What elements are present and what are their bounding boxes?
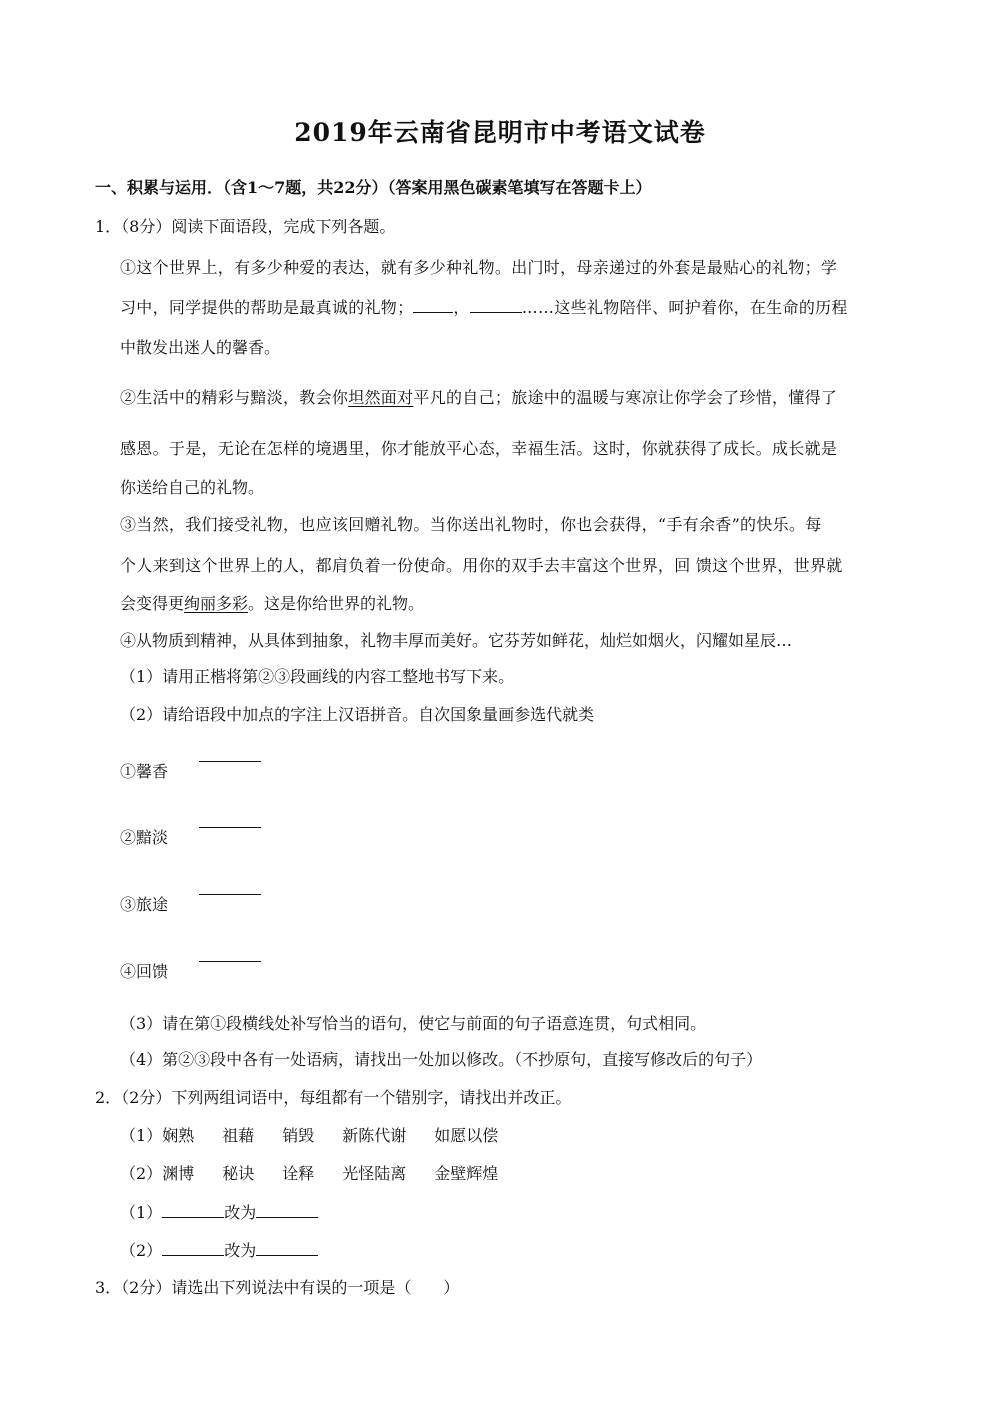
page-title: 2019年云南省昆明市中考语文试卷 <box>294 118 706 147</box>
q2-answer-2-blank-b <box>256 1240 318 1256</box>
q1-paragraph2-line3: 你送给自己的礼物。 <box>120 478 265 497</box>
q1-paragraph3-line3 <box>120 594 424 614</box>
q2-g1-word: 新陈代谢 <box>342 1126 407 1145</box>
q1-p1-text-a: 习中，同学提供的帮助是最真诚的礼物； <box>120 298 414 317</box>
q1-sub4: （4）第②③段中各有一处语病，请找出一处加以修改。（不抄原句，直接写修改后的句子） <box>120 1050 763 1069</box>
q1-sub3: （3）请在第①段横线处补写恰当的语句，使它与前面的句子语意连贯，句式相同。 <box>120 1014 707 1033</box>
q2-answer-1 <box>120 1202 318 1223</box>
q1-p2-text-b: 平凡的自己；旅途中的温暖与寒凉让你学会了珍惜，懂得了 <box>413 388 838 407</box>
q1-pinyin-blank-3 <box>199 894 261 895</box>
q2-answer-1-blank-a <box>162 1202 224 1218</box>
q1-blank-2 <box>470 297 522 313</box>
q1-p3-underlined: 绚丽多彩 <box>184 594 249 613</box>
q1-paragraph4: ④从物质到精神，从具体到抽象，礼物丰厚而美好。它芬芳如鲜花，灿烂如烟火，闪耀如星辰… <box>120 631 793 650</box>
q1-paragraph1-line3: 中散发出迷人的馨香。 <box>120 338 281 357</box>
q1-paragraph3-line2: 个人来到这个世界上的人，都肩负着一份使命。用你的双手去丰富这个世界，回 馈这个世界，世界就 <box>120 556 843 575</box>
q2-g1-word: 娴熟 <box>162 1126 195 1145</box>
q1-pinyin-blank-4 <box>199 961 261 962</box>
q1-pinyin-blank-1 <box>199 761 261 762</box>
q2-answer-1-change: 改为 <box>224 1203 257 1222</box>
q2-answer-2-number: （2） <box>120 1241 163 1260</box>
q1-paragraph2-line2: 感恩。于是，无论在怎样的境遇里，你才能放平心态，幸福生活。这时，你就获得了成长。成长就是 <box>120 439 838 458</box>
q1-paragraph1-line1: ①这个世界上，有多少种爱的表达，就有多少种礼物。出门时，母亲递过的外套是最贴心的礼物；学 <box>120 258 838 277</box>
q1-sub1: （1）请用正楷将第②③段画线的内容工整地书写下来。 <box>120 667 515 686</box>
q2-answer-1-number: （1） <box>120 1203 163 1222</box>
q1-word-1: ①馨香 <box>120 762 169 781</box>
q3-stem: 3．（2分）请选出下列说法中有误的一项是（ ） <box>95 1278 460 1297</box>
q2-g1-word: 祖藉 <box>222 1126 255 1145</box>
q2-stem: 2．（2分）下列两组词语中，每组都有一个错别字，请找出并改正。 <box>95 1088 572 1107</box>
q1-p3-text-a: 会变得更 <box>120 594 185 613</box>
q1-sub2: （2）请给语段中加点的字注上汉语拼音。自次国象量画参选代就类 <box>120 705 595 724</box>
q1-paragraph3-line1: ③当然，我们接受礼物，也应该回赠礼物。当你送出礼物时，你也会获得，“手有余香”的快乐。每 <box>120 515 822 534</box>
q2-answer-2-blank-a <box>162 1240 224 1256</box>
q1-p1-text-b: ……这些礼物陪伴、呵护着你，在生命的历程 <box>521 298 848 317</box>
q2-group-2-number: （2） <box>120 1164 163 1183</box>
q1-word-3: ③旅途 <box>120 895 169 914</box>
q1-word-2: ②黯淡 <box>120 828 169 847</box>
q1-paragraph2-line1 <box>120 388 837 408</box>
q1-blank-1 <box>413 297 453 313</box>
q1-p2-underlined: 坦然面对 <box>348 388 414 407</box>
q2-g2-word: 金壁辉煌 <box>434 1164 499 1183</box>
q2-g2-word: 光怪陆离 <box>342 1164 407 1183</box>
q1-stem: 1．（8分）阅读下面语段，完成下列各题。 <box>95 217 396 236</box>
q2-group-1 <box>120 1126 526 1146</box>
q1-pinyin-blank-2 <box>199 827 261 828</box>
q2-answer-1-blank-b <box>256 1202 318 1218</box>
q2-g1-word: 如愿以偿 <box>434 1126 499 1145</box>
q2-answer-2 <box>120 1240 318 1261</box>
q1-p2-text-a: ②生活中的精彩与黯淡，教会你 <box>120 388 349 407</box>
q2-answer-2-change: 改为 <box>224 1241 257 1260</box>
q1-p1-sep: ， <box>453 298 470 317</box>
q1-word-4: ④回馈 <box>120 962 169 981</box>
q2-g2-word: 渊博 <box>162 1164 195 1183</box>
section-heading: 一、积累与运用．（含1～7题，共22分）（答案用黑色碳素笔填写在答题卡上） <box>95 178 652 197</box>
q1-paragraph1-line2 <box>120 297 848 318</box>
q1-p3-text-b: 。这是你给世界的礼物。 <box>248 594 425 613</box>
q2-g2-word: 诠释 <box>282 1164 315 1183</box>
q2-group-1-number: （1） <box>120 1126 163 1145</box>
q2-group-2 <box>120 1164 526 1184</box>
q2-g1-word: 销毁 <box>282 1126 315 1145</box>
q2-g2-word: 秘诀 <box>222 1164 255 1183</box>
